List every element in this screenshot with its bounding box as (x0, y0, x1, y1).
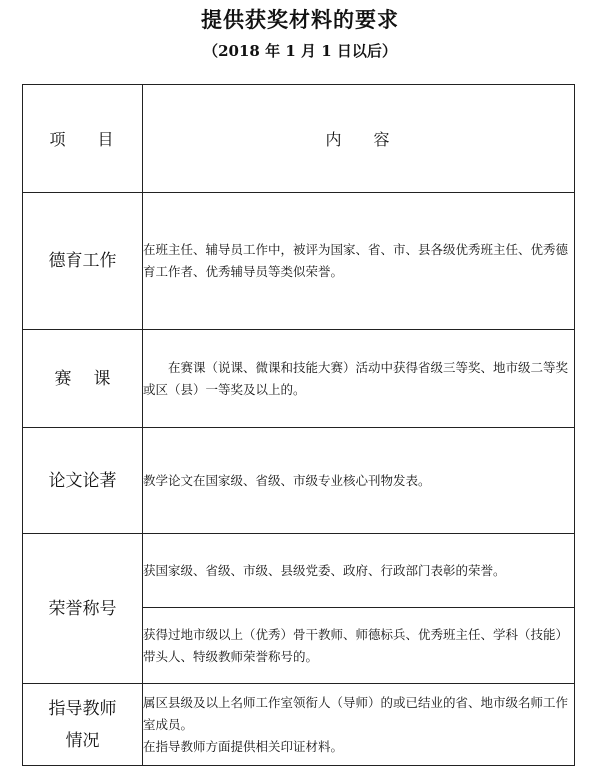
item-cell-honors: 荣誉称号 (23, 534, 143, 684)
content-cell-moral-education: 在班主任、辅导员工作中，被评为国家、省、市、县各级优秀班主任、优秀德育工作者、优秀辅导员等类似荣誉。 (143, 193, 575, 330)
table-row-moral-education (23, 193, 575, 330)
header-content-cell (143, 85, 575, 193)
item-cell-papers: 论文论著 (23, 428, 143, 534)
item-lesson-char-1: 赛 (54, 368, 72, 389)
header-item-cell (23, 85, 143, 193)
header-content-char-2: 容 (373, 130, 392, 149)
content-cell-mentor (143, 684, 575, 766)
item-mentor-line-2: 情况 (65, 730, 100, 751)
table-row-mentor (23, 684, 575, 766)
item-cell-mentor (23, 684, 143, 766)
table-row-lesson-contest (23, 330, 575, 428)
document-title: 提供获奖材料的要求 (201, 7, 399, 32)
item-cell-lesson-contest (23, 330, 143, 428)
item-cell-moral-education: 德育工作 (23, 193, 143, 330)
table-row-papers (23, 428, 575, 534)
content-cell-papers: 教学论文在国家级、省级、市级专业核心刊物发表。 (143, 428, 575, 534)
table-header-row (23, 85, 575, 193)
content-cell-honors-1: 获国家级、省级、市级、县级党委、政府、行政部门表彰的荣誉。 (143, 534, 575, 608)
content-cell-lesson-contest: 在赛课（说课、微课和技能大赛）活动中获得省级三等奖、地市级二等奖或区（县）一等奖及以上的。 (143, 330, 575, 428)
requirements-table (22, 84, 575, 766)
item-lesson-char-2: 课 (93, 368, 111, 389)
table-row-honors-1 (23, 534, 575, 608)
header-item-char-2: 目 (97, 130, 116, 149)
content-mentor-line-2: 在指导教师方面提供相关印证材料。 (143, 738, 344, 754)
content-mentor-line-1: 属区县级及以上名师工作室领衔人（导师）的或已结业的省、地市级名师工作室成员。 (143, 694, 569, 732)
item-mentor-line-1: 指导教师 (48, 698, 117, 719)
content-cell-honors-2: 获得过地市级以上（优秀）骨干教师、师德标兵、优秀班主任、学科（技能）带头人、特级教师荣誉称号的。 (143, 608, 575, 684)
header-item-char-1: 项 (49, 130, 68, 149)
header-content-char-1: 内 (325, 130, 344, 149)
document-subtitle: （2018 年 1 月 1 日以后） (203, 42, 397, 60)
